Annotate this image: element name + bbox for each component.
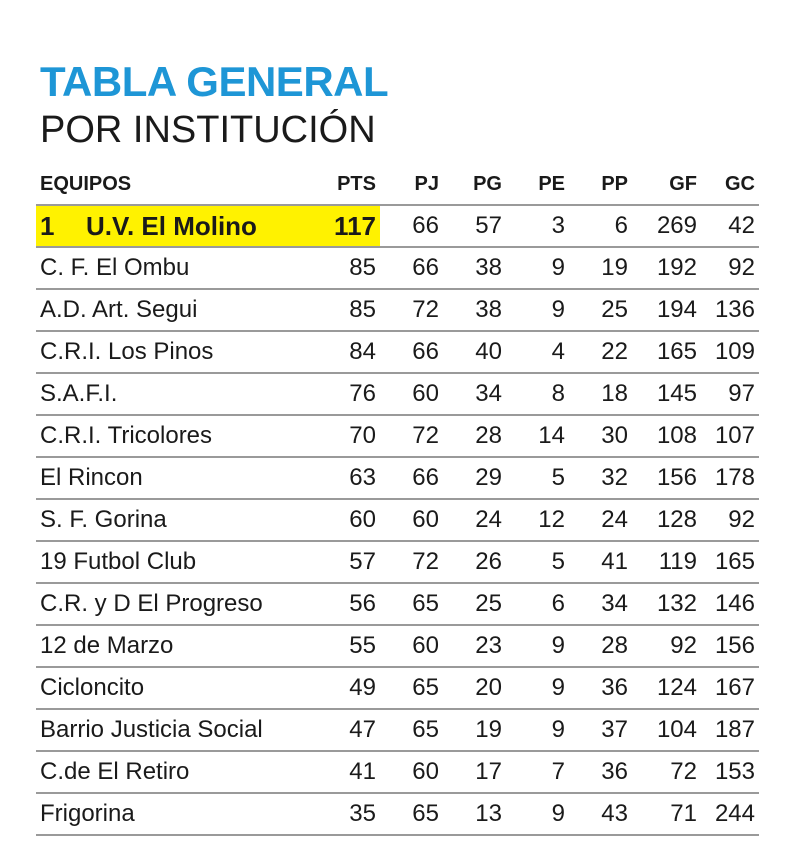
cell-gc: 167 [701,667,759,709]
team-name: S.A.F.I. [36,373,318,415]
cell-gc: 178 [701,457,759,499]
cell-pj: 65 [380,793,443,835]
team-name: Cicloncito [36,667,318,709]
header-gf: GF [632,164,701,205]
cell-pe: 9 [506,247,569,289]
table-row [36,499,759,541]
cell-pg: 34 [443,373,506,415]
cell-pts: 57 [318,541,380,583]
cell-pp: 24 [569,499,632,541]
team-name: A.D. Art. Segui [36,289,318,331]
cell-pts: 56 [318,583,380,625]
header-pj: PJ [380,164,443,205]
table-row [36,247,759,289]
cell-gf: 92 [632,625,701,667]
cell-gf: 108 [632,415,701,457]
cell-pg: 28 [443,415,506,457]
header-pp: PP [569,164,632,205]
leader-pe: 3 [506,205,569,247]
cell-pts: 55 [318,625,380,667]
leader-team-name: U.V. El Molino [86,210,257,241]
cell-pg: 25 [443,583,506,625]
cell-pj: 72 [380,289,443,331]
cell-pp: 25 [569,289,632,331]
cell-pe: 7 [506,751,569,793]
cell-pe: 4 [506,331,569,373]
cell-gc: 92 [701,499,759,541]
cell-pts: 35 [318,793,380,835]
standings-table [36,164,759,836]
cell-pj: 65 [380,667,443,709]
cell-pp: 19 [569,247,632,289]
cell-pe: 5 [506,541,569,583]
table-row [36,457,759,499]
cell-pts: 49 [318,667,380,709]
cell-pp: 28 [569,625,632,667]
team-name: Barrio Justicia Social [36,709,318,751]
team-name: C. F. El Ombu [36,247,318,289]
header-row [36,164,759,205]
team-name: Frigorina [36,793,318,835]
cell-pg: 19 [443,709,506,751]
cell-pp: 34 [569,583,632,625]
cell-pg: 38 [443,247,506,289]
table-row [36,415,759,457]
cell-pg: 17 [443,751,506,793]
cell-pe: 14 [506,415,569,457]
cell-pp: 22 [569,331,632,373]
cell-gc: 146 [701,583,759,625]
cell-pg: 24 [443,499,506,541]
table-row [36,541,759,583]
cell-pj: 72 [380,415,443,457]
cell-pts: 47 [318,709,380,751]
team-name: C.R.I. Los Pinos [36,331,318,373]
team-name: C.R.I. Tricolores [36,415,318,457]
cell-pg: 29 [443,457,506,499]
leader-gf: 269 [632,205,701,247]
cell-gf: 72 [632,751,701,793]
cell-pj: 60 [380,751,443,793]
cell-gc: 136 [701,289,759,331]
cell-pe: 12 [506,499,569,541]
header-team: EQUIPOS [36,164,318,205]
table-row [36,625,759,667]
leader-team-cell [36,205,318,247]
cell-pj: 66 [380,247,443,289]
cell-gf: 124 [632,667,701,709]
cell-gf: 71 [632,793,701,835]
cell-pe: 9 [506,289,569,331]
cell-pts: 85 [318,289,380,331]
cell-pp: 36 [569,667,632,709]
leader-row [36,205,759,247]
table-row [36,751,759,793]
cell-pg: 38 [443,289,506,331]
header-pe: PE [506,164,569,205]
cell-pe: 9 [506,625,569,667]
cell-pe: 9 [506,793,569,835]
table-row [36,289,759,331]
cell-pp: 30 [569,415,632,457]
cell-gf: 165 [632,331,701,373]
cell-gc: 244 [701,793,759,835]
cell-pe: 9 [506,709,569,751]
cell-pg: 23 [443,625,506,667]
cell-gf: 145 [632,373,701,415]
cell-gf: 156 [632,457,701,499]
cell-gf: 104 [632,709,701,751]
cell-pg: 20 [443,667,506,709]
cell-pg: 13 [443,793,506,835]
cell-gc: 187 [701,709,759,751]
cell-pts: 41 [318,751,380,793]
cell-pp: 36 [569,751,632,793]
cell-pts: 76 [318,373,380,415]
cell-pg: 40 [443,331,506,373]
leader-pj: 66 [380,205,443,247]
cell-pe: 8 [506,373,569,415]
cell-gf: 194 [632,289,701,331]
cell-pp: 18 [569,373,632,415]
cell-pe: 6 [506,583,569,625]
header-pg: PG [443,164,506,205]
cell-gc: 92 [701,247,759,289]
page-title: TABLA GENERAL [40,58,389,105]
team-name: 12 de Marzo [36,625,318,667]
table-row [36,331,759,373]
leader-pts: 117 [318,205,380,247]
table-row [36,709,759,751]
leader-position: 1 [40,210,55,241]
cell-gf: 128 [632,499,701,541]
team-name: C.de El Retiro [36,751,318,793]
cell-pts: 84 [318,331,380,373]
cell-pts: 60 [318,499,380,541]
cell-pp: 37 [569,709,632,751]
cell-pj: 66 [380,457,443,499]
cell-gc: 97 [701,373,759,415]
cell-gc: 165 [701,541,759,583]
cell-pg: 26 [443,541,506,583]
cell-pj: 60 [380,499,443,541]
cell-gc: 156 [701,625,759,667]
cell-pj: 65 [380,583,443,625]
cell-pj: 72 [380,541,443,583]
header-pts: PTS [318,164,380,205]
cell-pe: 5 [506,457,569,499]
cell-pe: 9 [506,667,569,709]
cell-pj: 66 [380,331,443,373]
team-name: 19 Futbol Club [36,541,318,583]
cell-gf: 192 [632,247,701,289]
team-name: El Rincon [36,457,318,499]
cell-pts: 70 [318,415,380,457]
cell-pj: 60 [380,373,443,415]
header-gc: GC [701,164,759,205]
cell-pp: 43 [569,793,632,835]
cell-gf: 119 [632,541,701,583]
cell-pj: 60 [380,625,443,667]
leader-pg: 57 [443,205,506,247]
cell-gc: 107 [701,415,759,457]
leader-pp: 6 [569,205,632,247]
cell-gf: 132 [632,583,701,625]
cell-gc: 153 [701,751,759,793]
cell-pts: 63 [318,457,380,499]
cell-pj: 65 [380,709,443,751]
team-name: S. F. Gorina [36,499,318,541]
cell-pp: 41 [569,541,632,583]
cell-gc: 109 [701,331,759,373]
table-row [36,583,759,625]
cell-pts: 85 [318,247,380,289]
cell-pp: 32 [569,457,632,499]
page-subtitle: POR INSTITUCIÓN [40,109,376,151]
leader-gc: 42 [701,205,759,247]
table-row [36,667,759,709]
table-row [36,793,759,835]
team-name: C.R. y D El Progreso [36,583,318,625]
table-row [36,373,759,415]
